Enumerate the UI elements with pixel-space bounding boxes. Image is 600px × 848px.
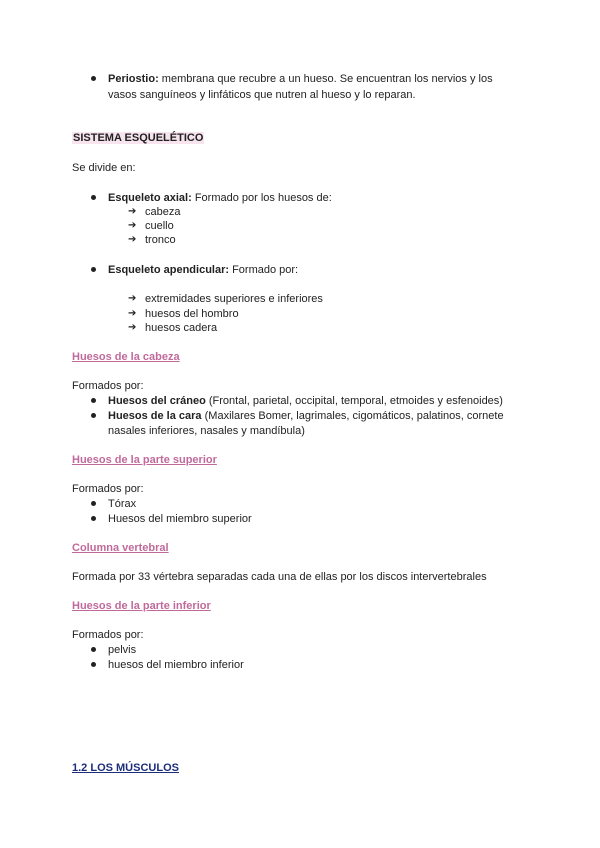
inferior-heading: Huesos de la parte inferior (72, 600, 211, 612)
bullet-icon (91, 267, 96, 272)
periostio-text-1: membrana que recubre a un hueso. Se encuentran los nervios y los (158, 73, 493, 85)
cara-text-1: (Maxilares Bomer, lagrimales, cigomáticos, palatinos, cornete (201, 410, 504, 422)
inferior-item: pelvis (108, 644, 137, 656)
axial-term: Esqueleto axial: (108, 192, 192, 204)
superior-item: Tórax (108, 498, 137, 510)
axial-item: tronco (145, 234, 176, 246)
apendicular-item: huesos del hombro (145, 308, 239, 320)
superior-heading: Huesos de la parte superior (72, 454, 217, 466)
bullet-icon (91, 413, 96, 418)
axial-item: cuello (145, 220, 174, 232)
cara-term: Huesos de la cara (108, 410, 202, 422)
craneo-text: (Frontal, parietal, occipital, temporal, etmoides y esfenoides) (205, 395, 503, 407)
inferior-item: huesos del miembro inferior (108, 659, 244, 671)
sistema-heading-text: SISTEMA ESQUELÉTICO (73, 132, 204, 144)
bullet-icon (91, 647, 96, 652)
apendicular-item: extremidades superiores e inferiores (145, 293, 323, 305)
arrow-right-icon: ➔ (128, 308, 137, 319)
craneo-term: Huesos del cráneo (108, 395, 206, 407)
periostio-term: Periostio: (108, 73, 159, 85)
cara-line-1 (108, 408, 504, 424)
sistema-heading (72, 130, 204, 146)
superior-intro: Formados por: (72, 483, 144, 495)
superior-item: Huesos del miembro superior (108, 513, 252, 525)
axial-line (108, 190, 332, 206)
musculos-heading: 1.2 LOS MÚSCULOS (72, 762, 179, 774)
apendicular-text: Formado por: (229, 264, 299, 276)
axial-text: Formado por los huesos de: (191, 192, 332, 204)
bullet-icon (91, 76, 96, 81)
arrow-right-icon: ➔ (128, 206, 137, 217)
bullet-icon (91, 195, 96, 200)
arrow-right-icon: ➔ (128, 234, 137, 245)
craneo-line (108, 393, 503, 409)
sistema-intro: Se divide en: (72, 162, 136, 174)
apendicular-line (108, 262, 298, 278)
bullet-icon (91, 516, 96, 521)
apendicular-term: Esqueleto apendicular: (108, 264, 230, 276)
periostio-line-2: vasos sanguíneos y linfáticos que nutren al hueso y lo reparan. (108, 89, 416, 101)
cabeza-intro: Formados por: (72, 380, 144, 392)
columna-heading: Columna vertebral (72, 542, 169, 554)
apendicular-item: huesos cadera (145, 322, 218, 334)
arrow-right-icon: ➔ (128, 220, 137, 231)
columna-text: Formada por 33 vértebra separadas cada una de ellas por los discos intervertebrales (72, 571, 487, 583)
bullet-icon (91, 398, 96, 403)
bullet-icon (91, 501, 96, 506)
periostio-line-1 (108, 71, 493, 87)
arrow-right-icon: ➔ (128, 322, 137, 333)
axial-item: cabeza (145, 206, 181, 218)
bullet-icon (91, 662, 96, 667)
cabeza-heading: Huesos de la cabeza (72, 351, 180, 363)
inferior-intro: Formados por: (72, 629, 144, 641)
arrow-right-icon: ➔ (128, 293, 137, 304)
cara-line-2: nasales inferiores, nasales y mandíbula) (108, 425, 305, 437)
